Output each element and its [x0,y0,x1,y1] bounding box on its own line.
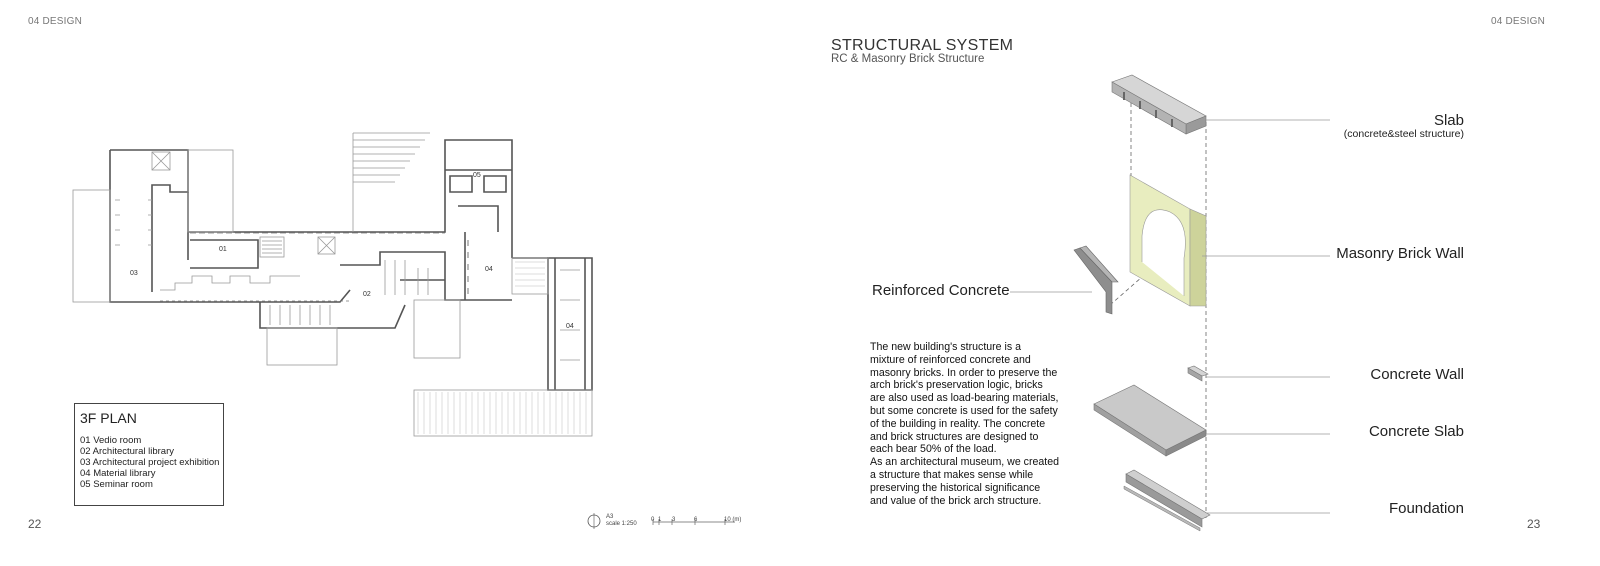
plan-label-01: 01 [219,246,227,253]
page-subtitle: RC & Masonry Brick Structure [831,53,985,65]
reinforced-concrete-component [1074,246,1118,314]
legend-item: 02 Architectural library [80,446,174,457]
page-number-left: 22 [28,517,42,531]
scale-tick: 6 [694,517,698,523]
label-foundation: Foundation [1388,500,1464,517]
legend-item: 03 Architectural project exhibition [80,457,220,468]
concrete-slab-component [1094,385,1206,456]
concrete-wall-component [1188,366,1208,381]
legend-item: 05 Seminar room [80,479,153,490]
plan-label-04-b: 04 [566,323,574,330]
scale-tick: 10 (m) [724,517,742,523]
scale-tick: 3 [672,517,676,523]
section-label-right: 04 DESIGN [1491,16,1546,27]
scale-paper: A3 [606,514,614,520]
structure-description: The new building's structure is a mixture of reinforced concrete and masonry bricks. In order to preserve the arch brick's preservation logic, bricks are also used as load-bearing materials, but some concrete is used for the safety of the building in reality. The concrete and brick structures are designed to each bear 50% of the load. As an architectural museum, we created a structure that makes sense while preserving the historical significance and value of the brick arch structure. [870,341,1060,507]
plan-label-03: 03 [130,270,138,277]
label-concrete-slab: Concrete Slab [1368,423,1464,440]
legend-title: 3F PLAN [80,410,137,426]
page-number-right: 23 [1527,517,1541,531]
scale-ratio: scale 1:250 [606,521,637,527]
label-concrete-wall: Concrete Wall [1370,366,1464,383]
label-slab-note: (concrete&steel structure) [1343,128,1464,140]
plan-label-05: 05 [473,172,481,179]
label-reinforced-concrete: Reinforced Concrete [872,282,1010,299]
plan-label-04-a: 04 [485,266,493,273]
scale-tick: 1 [658,517,662,523]
section-label-left: 04 DESIGN [28,16,83,27]
page-title: STRUCTURAL SYSTEM [831,37,1014,54]
scale-tick: 0 [651,517,655,523]
legend-item: 04 Material library [80,468,156,479]
plan-label-02: 02 [363,291,371,298]
legend-item: 01 Vedio room [80,435,142,446]
masonry-wall-component [1130,175,1206,306]
slab-component [1112,75,1206,134]
label-slab: Slab [1433,112,1464,129]
label-masonry-wall: Masonry Brick Wall [1336,245,1464,262]
foundation-component [1124,470,1210,531]
